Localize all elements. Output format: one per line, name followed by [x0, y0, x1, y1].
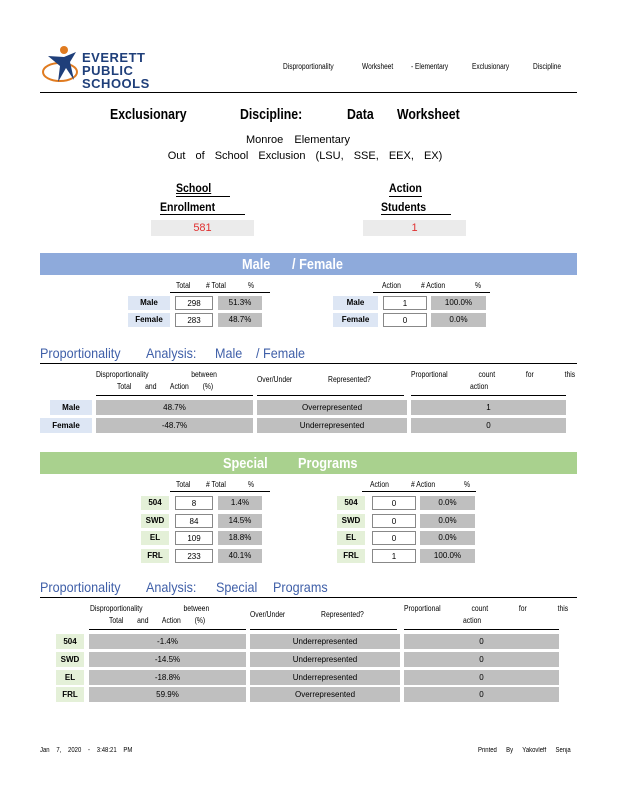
- logo-text-line2: PUBLIC: [82, 63, 134, 78]
- sp-analysis-rule: [40, 597, 577, 598]
- title-word-discipline: Discipline:: [240, 106, 303, 123]
- sp-analysis-frl-count: 0: [404, 687, 559, 702]
- sp-analysis-swd-count: 0: [404, 652, 559, 667]
- mf-col-count-line1: Proportional count for this: [411, 370, 576, 379]
- sp-analysis-word-1: Proportionality: [40, 579, 121, 595]
- mf-row-label-female: Female: [128, 313, 170, 327]
- sp-analysis-frl-disp: 59.9%: [89, 687, 246, 702]
- sp-col-count-line2: action: [463, 616, 482, 625]
- mf-col-disp-line1: Disproportionality between: [96, 370, 217, 379]
- sp-left-header-total: Total: [176, 480, 191, 489]
- sp-analysis-swd-disp: -14.5%: [89, 652, 246, 667]
- mf-analysis-male-disp: 48.7%: [96, 400, 253, 415]
- sp-col-represented: Over/Under Represented?: [250, 610, 364, 619]
- sp-right-header-action: Action: [370, 480, 389, 489]
- mf-male-action: 1: [383, 296, 427, 310]
- mf-col-represented-rule: [257, 395, 404, 396]
- sp-row-label-el: EL: [141, 531, 169, 545]
- mf-analysis-label-female: Female: [40, 418, 92, 433]
- sp-analysis-word-3: Special: [216, 579, 258, 595]
- sp-analysis-word-4: Programs: [273, 579, 328, 595]
- sp-analysis-label-504: 504: [56, 634, 84, 649]
- sp-row-label-swd: SWD: [141, 514, 169, 528]
- enrollment-label-1: School: [176, 181, 212, 195]
- sp-left-header-pct: %: [248, 480, 255, 489]
- sp-analysis-label-swd: SWD: [56, 652, 84, 667]
- mf-analysis-male-rep: Overrepresented: [257, 400, 407, 415]
- action-underline-1: [389, 196, 422, 197]
- mf-right-header-num-action: # Action: [421, 281, 446, 290]
- sp-analysis-swd-rep: Underrepresented: [250, 652, 400, 667]
- sp-col-disp-line2: Total and Action (%): [109, 616, 206, 625]
- mf-left-header-rule: [170, 292, 270, 293]
- footer-timestamp: Jan 7, 2020 - 3:48:21 PM: [40, 747, 133, 754]
- mf-male-total: 298: [175, 296, 213, 310]
- sp-swd-action-pct: 0.0%: [420, 514, 475, 528]
- sp-frl-action-pct: 100.0%: [420, 549, 475, 563]
- mf-analysis-rule: [40, 363, 577, 364]
- sp-col-count-rule: [404, 629, 559, 630]
- sp-bar-word-special: Special: [223, 455, 268, 472]
- mf-row-label-male: Male: [128, 296, 170, 310]
- mf-female-pct: 48.7%: [218, 313, 262, 327]
- sp-swd-total: 84: [175, 514, 213, 528]
- header-worksheet: Worksheet: [362, 62, 394, 71]
- sp-analysis-label-el: EL: [56, 670, 84, 685]
- mf-right-row-label-female: Female: [333, 313, 378, 327]
- sp-right-header-rule: [362, 491, 476, 492]
- sp-col-count-line1: Proportional count for this: [404, 604, 569, 613]
- header-exclusionary: Exclusionary: [472, 62, 510, 71]
- header-disproportionality: Disproportionality: [283, 62, 334, 71]
- logo-text-line1: EVERETT: [82, 50, 146, 65]
- exclusion-subtitle: Out of School Exclusion (LSU, SSE, EEX, EX): [167, 150, 443, 162]
- sp-analysis-el-disp: -18.8%: [89, 670, 246, 685]
- action-underline-2: [381, 214, 451, 215]
- sp-right-row-label-swd: SWD: [337, 514, 365, 528]
- sp-col-disp-line1: Disproportionality between: [90, 604, 210, 613]
- mf-bar-word-male: Male: [242, 256, 271, 273]
- mf-analysis-female-disp: -48.7%: [96, 418, 253, 433]
- sp-analysis-el-count: 0: [404, 670, 559, 685]
- sp-analysis-el-rep: Underrepresented: [250, 670, 400, 685]
- sp-right-row-label-el: EL: [337, 531, 365, 545]
- sp-right-header-pct: %: [464, 480, 471, 489]
- sp-el-action: 0: [372, 531, 416, 545]
- enrollment-label-2: Enrollment: [160, 200, 216, 214]
- header-rule: [40, 92, 577, 93]
- header-discipline: Discipline: [533, 62, 562, 71]
- action-label-2: Students: [381, 200, 427, 214]
- sp-analysis-label-frl: FRL: [56, 687, 84, 702]
- sp-analysis-504-disp: -1.4%: [89, 634, 246, 649]
- sp-swd-action: 0: [372, 514, 416, 528]
- school-name: Monroe Elementary: [246, 134, 350, 146]
- mf-col-disp-line2: Total and Action (%): [117, 382, 214, 391]
- mf-right-header-action: Action: [382, 281, 401, 290]
- sp-col-represented-rule: [250, 629, 397, 630]
- sp-504-action-pct: 0.0%: [420, 496, 475, 510]
- mf-left-header-pct: %: [248, 281, 255, 290]
- sp-frl-action: 1: [372, 549, 416, 563]
- header-elementary: - Elementary: [411, 62, 449, 71]
- sp-bar-word-programs: Programs: [298, 455, 358, 472]
- enrollment-underline-2: [160, 214, 245, 215]
- title-word-worksheet: Worksheet: [397, 106, 460, 123]
- mf-right-header-rule: [373, 292, 490, 293]
- enrollment-value: 581: [151, 220, 254, 236]
- sp-504-pct: 1.4%: [218, 496, 262, 510]
- sp-el-pct: 18.8%: [218, 531, 262, 545]
- mf-female-action-pct: 0.0%: [431, 313, 486, 327]
- mf-analysis-word-2: Analysis:: [146, 345, 197, 361]
- mf-analysis-female-count: 0: [411, 418, 566, 433]
- mf-female-total: 283: [175, 313, 213, 327]
- male-female-bar: [40, 253, 577, 275]
- title-word-exclusionary: Exclusionary: [110, 106, 187, 123]
- mf-left-header-num-total: # Total: [206, 281, 226, 290]
- sp-row-label-504: 504: [141, 496, 169, 510]
- mf-male-pct: 51.3%: [218, 296, 262, 310]
- sp-row-label-frl: FRL: [141, 549, 169, 563]
- sp-col-disp-rule: [89, 629, 246, 630]
- sp-analysis-frl-rep: Overrepresented: [250, 687, 400, 702]
- mf-col-count-rule: [411, 395, 566, 396]
- mf-col-disp-rule: [96, 395, 253, 396]
- sp-analysis-504-rep: Underrepresented: [250, 634, 400, 649]
- sp-504-total: 8: [175, 496, 213, 510]
- district-logo: [40, 42, 155, 92]
- sp-right-row-label-504: 504: [337, 496, 365, 510]
- sp-left-header-rule: [170, 491, 270, 492]
- mf-female-action: 0: [383, 313, 427, 327]
- mf-right-header-pct: %: [475, 281, 482, 290]
- mf-col-count-line2: action: [470, 382, 489, 391]
- sp-el-action-pct: 0.0%: [420, 531, 475, 545]
- mf-analysis-female-rep: Underrepresented: [257, 418, 407, 433]
- action-label-1: Action: [389, 181, 422, 195]
- mf-analysis-word-3: Male: [215, 345, 243, 361]
- mf-male-action-pct: 100.0%: [431, 296, 486, 310]
- sp-frl-total: 233: [175, 549, 213, 563]
- footer-printed-by: Printed By Yakovleff Senja: [478, 747, 571, 754]
- enrollment-underline-1: [176, 196, 230, 197]
- mf-analysis-label-male: Male: [50, 400, 92, 415]
- logo-figure-icon: [40, 42, 84, 88]
- sp-analysis-word-2: Analysis:: [146, 579, 197, 595]
- action-value: 1: [363, 220, 466, 236]
- mf-analysis-word-1: Proportionality: [40, 345, 121, 361]
- mf-col-represented: Over/Under Represented?: [257, 375, 371, 384]
- sp-504-action: 0: [372, 496, 416, 510]
- special-programs-bar: [40, 452, 577, 474]
- sp-analysis-504-count: 0: [404, 634, 559, 649]
- sp-right-row-label-frl: FRL: [337, 549, 365, 563]
- sp-swd-pct: 14.5%: [218, 514, 262, 528]
- logo-text-line3: SCHOOLS: [82, 76, 150, 91]
- mf-analysis-male-count: 1: [411, 400, 566, 415]
- sp-left-header-num-total: # Total: [206, 480, 226, 489]
- sp-frl-pct: 40.1%: [218, 549, 262, 563]
- mf-left-header-total: Total: [176, 281, 191, 290]
- sp-right-header-num-action: # Action: [411, 480, 436, 489]
- sp-el-total: 109: [175, 531, 213, 545]
- mf-bar-word-female: / Female: [292, 256, 344, 273]
- mf-analysis-word-4: / Female: [256, 345, 306, 361]
- mf-right-row-label-male: Male: [333, 296, 378, 310]
- title-word-data: Data: [347, 106, 374, 123]
